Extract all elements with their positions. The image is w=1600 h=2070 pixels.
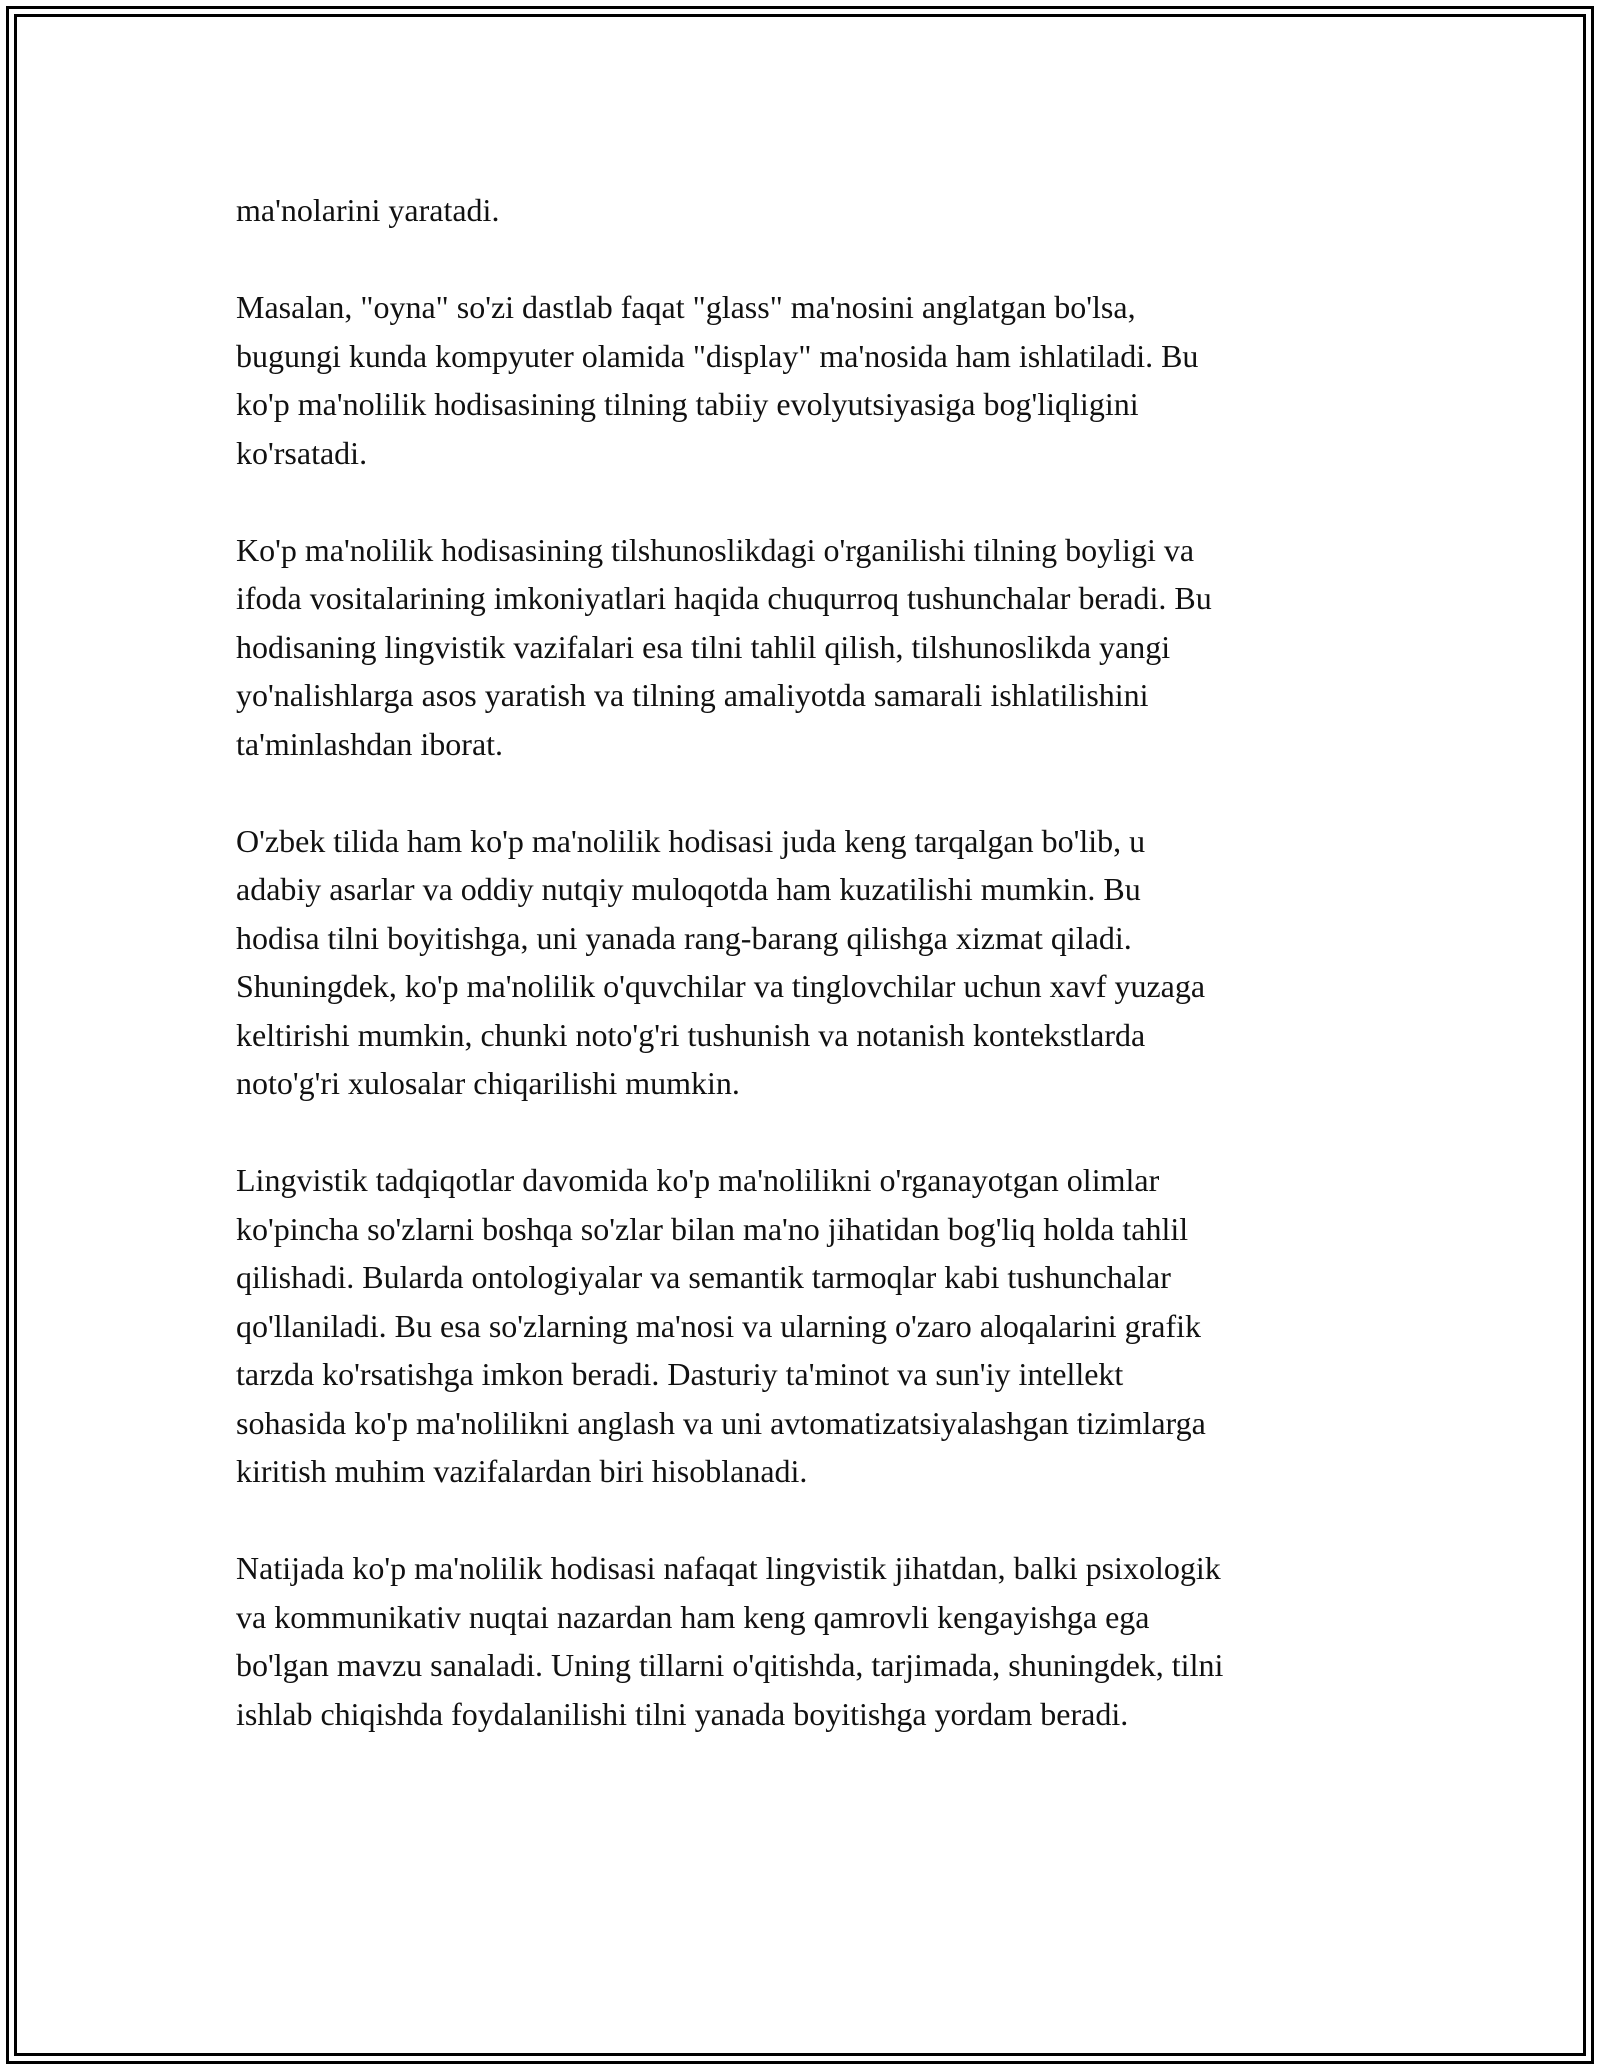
paragraph-4: O'zbek tilida ham ko'p ma'nolilik hodisasi juda keng tarqalgan bo'lib, u adabiy asarlar va oddiy nutqiy muloqotda ham kuzatilishi mumkin. Bu hodisa tilni boyitishga, uni yanada rang-barang qilishga xizmat qiladi. Shuningdek, ko'p ma'nolilik o'quvchilar va tinglovchilar uchun xavf yuzaga keltirishi mumkin, chunki noto'g'ri tushunish va notanish kontekstlarda noto'g'ri xulosalar chiqarilishi mumkin. [236, 822, 1206, 1101]
document-body [236, 186, 1386, 1787]
paragraph-2: Masalan, "oyna" so'zi dastlab faqat "glass" ma'nosini anglatgan bo'lsa, bugungi kunda kompyuter olamida "display" ma'nosida ham ishlatiladi. Bu ko'p ma'nolilik hodisasining tilning tabiiy evolyutsiyasiga bog'liqligini ko'rsatadi. [236, 289, 1199, 471]
paragraph-1: ma'nolarini yaratadi. [236, 192, 500, 228]
paragraph-5: Lingvistik tadqiqotlar davomida ko'p ma'nolilikni o'rganayotgan olimlar ko'pincha so'zlarni boshqa so'zlar bilan ma'no jihatidan bog'liq holda tahlil qilishadi. Bularda ontologiyalar va semantik tarmoqlar kabi tushunchalar qo'llaniladi. Bu esa so'zlarning ma'nosi va ularning o'zaro aloqalarini grafik tarzda ko'rsatishga imkon beradi. Dasturiy ta'minot va sun'iy intellekt sohasida ko'p ma'nolilikni anglash va uni avtomatizatsiyalashgan tizimlarga kiritish muhim vazifalardan biri hisoblanadi. [236, 1162, 1206, 1489]
paragraph-6: Natijada ko'p ma'nolilik hodisasi nafaqat lingvistik jihatdan, balki psixologik va kommunikativ nuqtai nazardan ham keng qamrovli kengayishga ega bo'lgan mavzu sanaladi. Uning tillarni o'qitishda, tarjimada, shuningdek, tilni ishlab chiqishda foydalanilishi tilni yanada boyitishga yordam beradi. [236, 1550, 1224, 1732]
paragraph-3: Ko'p ma'nolilik hodisasining tilshunoslikdagi o'rganilishi tilning boyligi va ifoda vositalarining imkoniyatlari haqida chuqurroq tushunchalar beradi. Bu hodisaning lingvistik vazifalari esa tilni tahlil qilish, tilshunoslikda yangi yo'nalishlarga asos yaratish va tilning amaliyotda samarali ishlatilishini ta'minlashdan iborat. [236, 531, 1212, 762]
